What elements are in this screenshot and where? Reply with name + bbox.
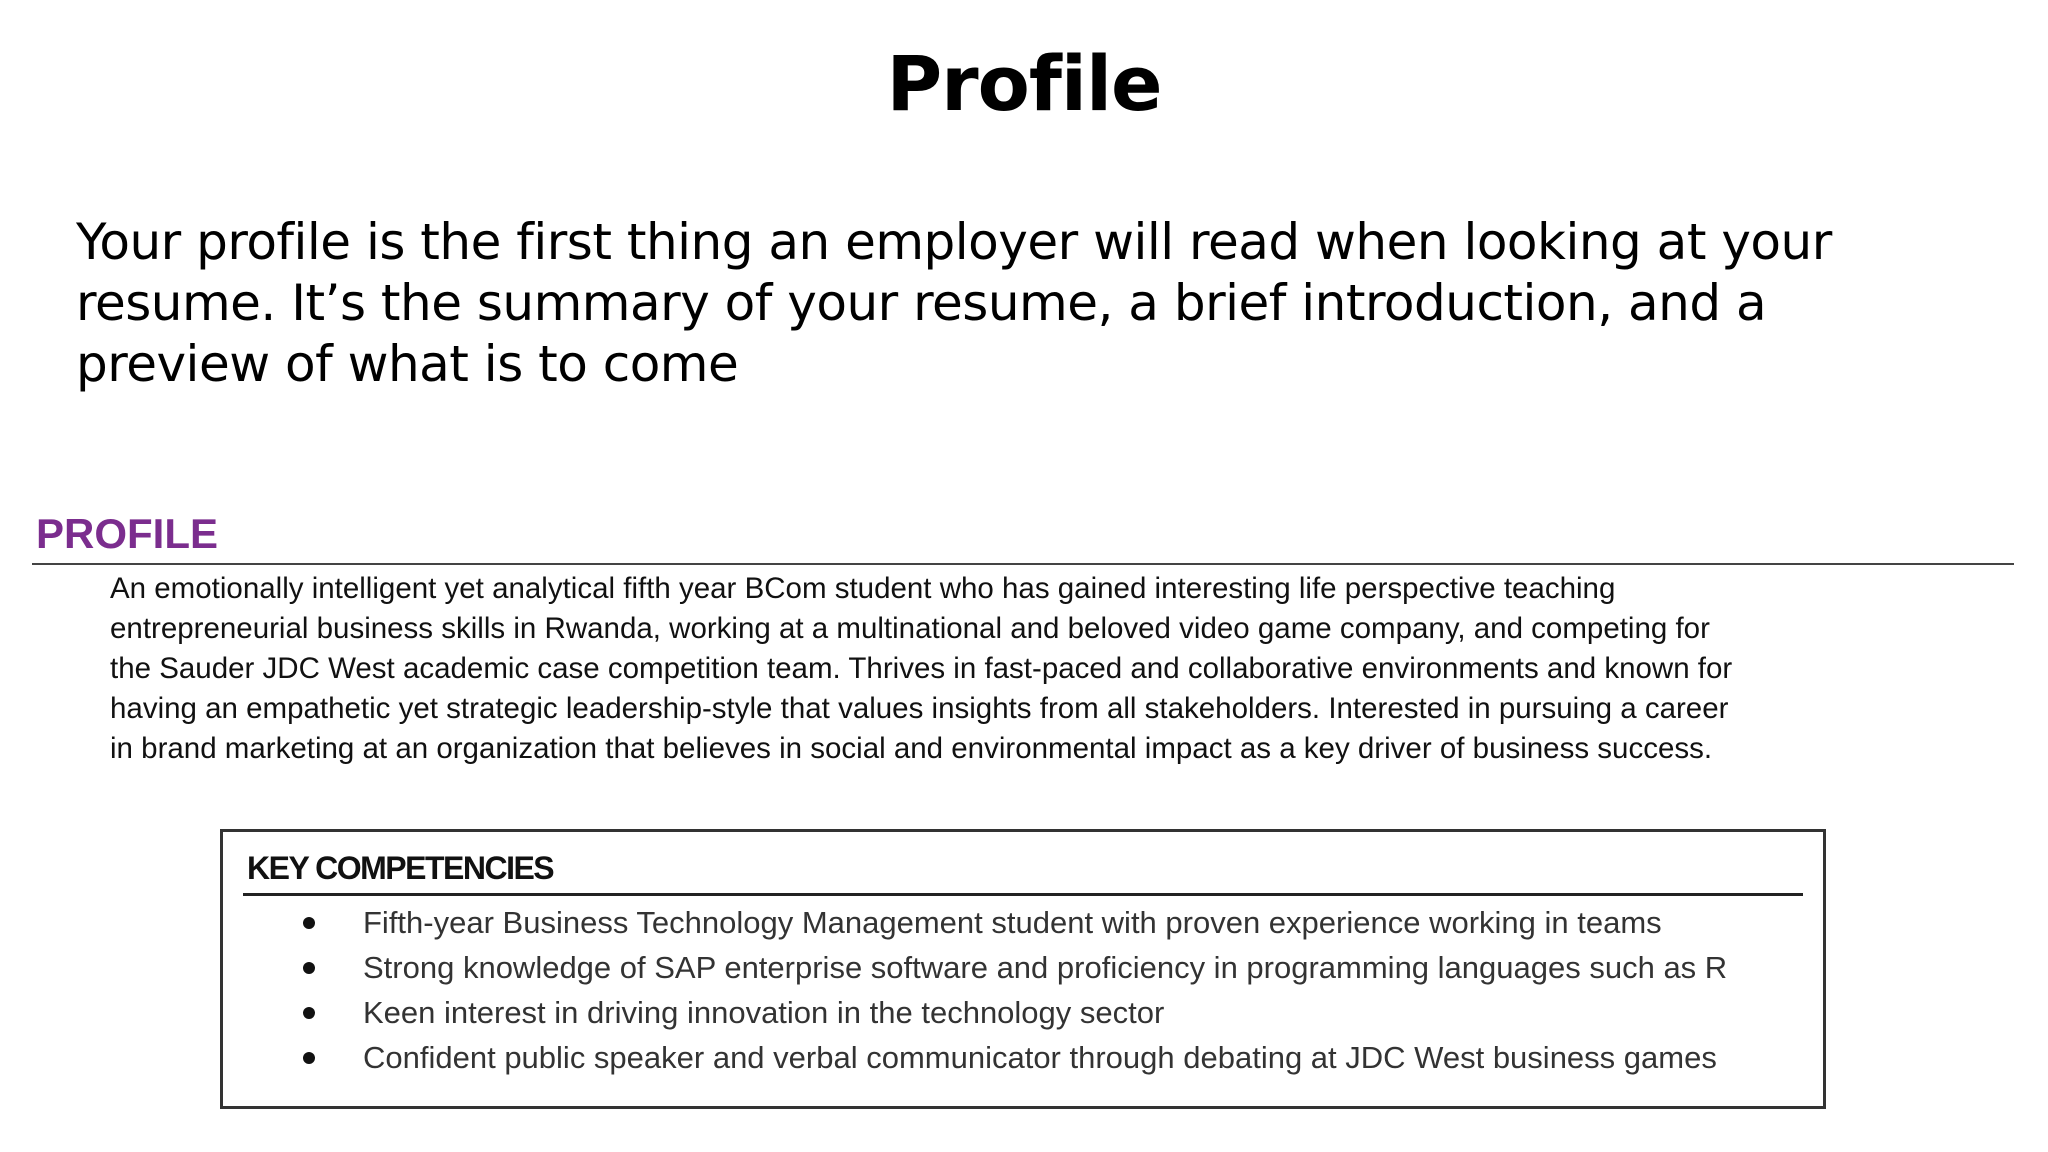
resume-profile-heading: PROFILE: [36, 510, 219, 557]
slide-title: Profile: [886, 39, 1162, 128]
resume-profile-line: entrepreneurial business skills in Rwanda, working at a multinational and beloved video game company, and competing for: [110, 612, 1710, 645]
key-competencies-box: [220, 829, 1826, 1109]
key-competencies-divider: [243, 893, 1803, 896]
bullet-icon: [303, 1007, 315, 1019]
bullet-icon: [303, 917, 315, 929]
key-competencies-heading: KEY COMPETENCIES: [247, 850, 554, 886]
bullet-icon: [303, 962, 315, 974]
bullet-icon: [303, 1052, 315, 1064]
intro-line: resume. It’s the summary of your resume, a brief introduction, and a: [76, 274, 1767, 332]
list-item-text: Fifth-year Business Technology Management student with proven experience working in teams: [363, 905, 1662, 940]
resume-profile-line: the Sauder JDC West academic case competition team. Thrives in fast-paced and collaborative environments and known for: [110, 652, 1733, 685]
list-item-text: Keen interest in driving innovation in the technology sector: [363, 995, 1165, 1030]
intro-line: Your profile is the first thing an employer will read when looking at your: [76, 213, 1832, 271]
resume-profile-line: in brand marketing at an organization that believes in social and environmental impact as a key driver of business success.: [110, 732, 1713, 765]
resume-profile-divider: [32, 563, 2014, 565]
list-item-text: Confident public speaker and verbal communicator through debating at JDC West business games: [363, 1040, 1717, 1075]
resume-profile-line: having an empathetic yet strategic leadership-style that values insights from all stakeholders. Interested in pursuing a career: [110, 692, 1729, 725]
resume-profile-line: An emotionally intelligent yet analytical fifth year BCom student who has gained interesting life perspective teaching: [110, 572, 1616, 605]
resume-profile-text: [110, 569, 2010, 769]
intro-paragraph: [76, 212, 1976, 395]
list-item-text: Strong knowledge of SAP enterprise software and proficiency in programming languages such as R: [363, 950, 1728, 985]
intro-line: preview of what is to come: [76, 335, 739, 393]
